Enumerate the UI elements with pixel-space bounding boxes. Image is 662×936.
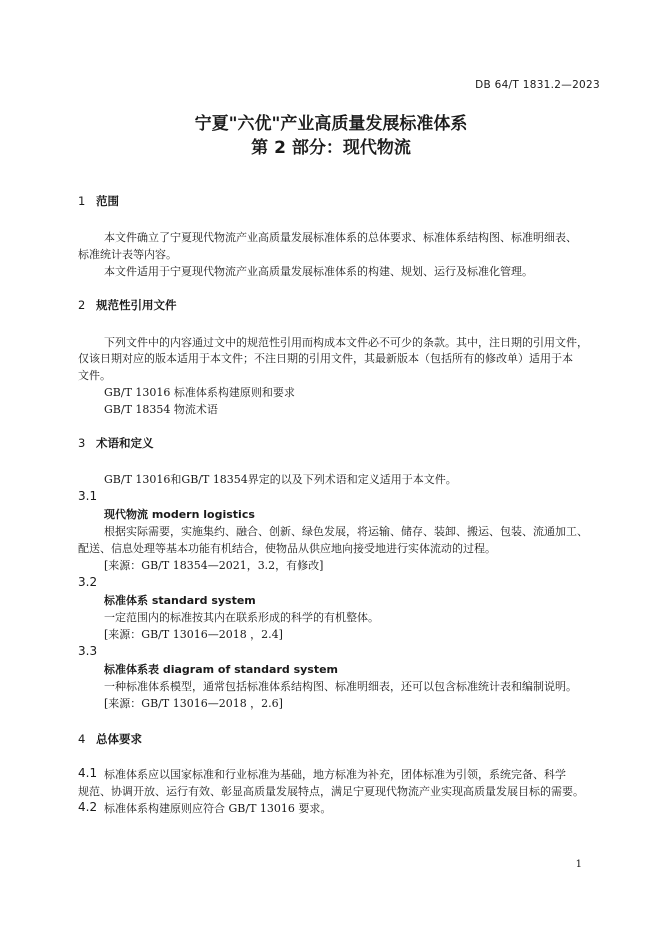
term-definition: 一定范围内的标准按其内在联系形成的科学的有机整体。 [104,611,379,624]
section-number: 2 [78,298,86,312]
clause-number: 4.1 [78,766,98,780]
clause-text: 标准体系应以国家标准和行业标准为基础，地方标准为补充，团体标准为引领，系统完备、科学 [104,768,566,781]
reference-item: GB/T 13016 标准体系构建原则和要求 [104,386,295,399]
document-title: 宁夏"六优"产业高质量发展标准体系 [194,114,468,134]
section-title: 规范性引用文件 [96,298,177,312]
term-definition: 配送、信息处理等基本功能有机结合，使物品从供应地向接受地进行实体流动的过程。 [78,542,496,555]
paragraph: 标准统计表等内容。 [78,248,177,261]
term-source: [来源：GB/T 13016—2018 ，2.6] [104,697,283,710]
paragraph: GB/T 13016和GB/T 18354界定的以及下列术语和定义适用于本文件。 [104,473,457,486]
section-number: 4 [78,732,86,746]
section-number: 1 [78,194,86,208]
term-name: 现代物流 modern logistics [104,508,255,521]
term-name: 标准体系表 diagram of standard system [104,663,339,676]
document-id: DB 64/T 1831.2—2023 [475,79,600,91]
clause-number: 4.2 [78,800,98,814]
term-definition: 根据实际需要，实施集约、融合、创新、绿色发展，将运输、储存、装卸、搬运、包装、流通加工、 [104,525,588,538]
term-definition: 一种标准体系模型，通常包括标准体系结构图、标准明细表，还可以包含标准统计表和编制说明。 [104,680,577,693]
clause-text: 标准体系构建原则应符合 GB/T 13016 要求。 [104,802,332,815]
page-number: 1 [575,859,582,870]
term-source: [来源：GB/T 18354—2021，3.2，有修改] [104,559,324,572]
section-heading-1 [78,193,119,209]
term-name: 标准体系 standard system [104,594,256,607]
term-number: 3.3 [78,644,98,658]
section-title: 范围 [96,194,119,208]
document-subtitle: 第 2 部分：现代物流 [251,138,411,158]
paragraph: 仅该日期对应的版本适用于本文件；不注日期的引用文件，其最新版本（包括所有的修改单）适用于本 [78,352,573,365]
term-number: 3.1 [78,489,98,503]
paragraph: 本文件适用于宁夏现代物流产业高质量发展标准体系的构建、规划、运行及标准化管理。 [104,265,533,278]
section-number: 3 [78,436,86,450]
term-source: [来源：GB/T 13016—2018 ，2.4] [104,628,283,641]
section-heading-4 [78,731,142,747]
section-heading-2 [78,297,177,313]
section-title: 术语和定义 [96,436,154,450]
paragraph: 下列文件中的内容通过文中的规范性引用而构成本文件必不可少的条款。其中，注日期的引用文件， [104,336,588,349]
section-title: 总体要求 [96,732,142,746]
paragraph: 文件。 [78,369,111,382]
reference-item: GB/T 18354 物流术语 [104,403,218,416]
term-number: 3.2 [78,575,98,589]
section-heading-3 [78,435,154,451]
paragraph: 本文件确立了宁夏现代物流产业高质量发展标准体系的总体要求、标准体系结构图、标准明细表、 [104,231,577,244]
clause-text: 规范、协调开放、运行有效、彰显高质量发展特点，满足宁夏现代物流产业实现高质量发展目标的需要。 [78,785,584,798]
